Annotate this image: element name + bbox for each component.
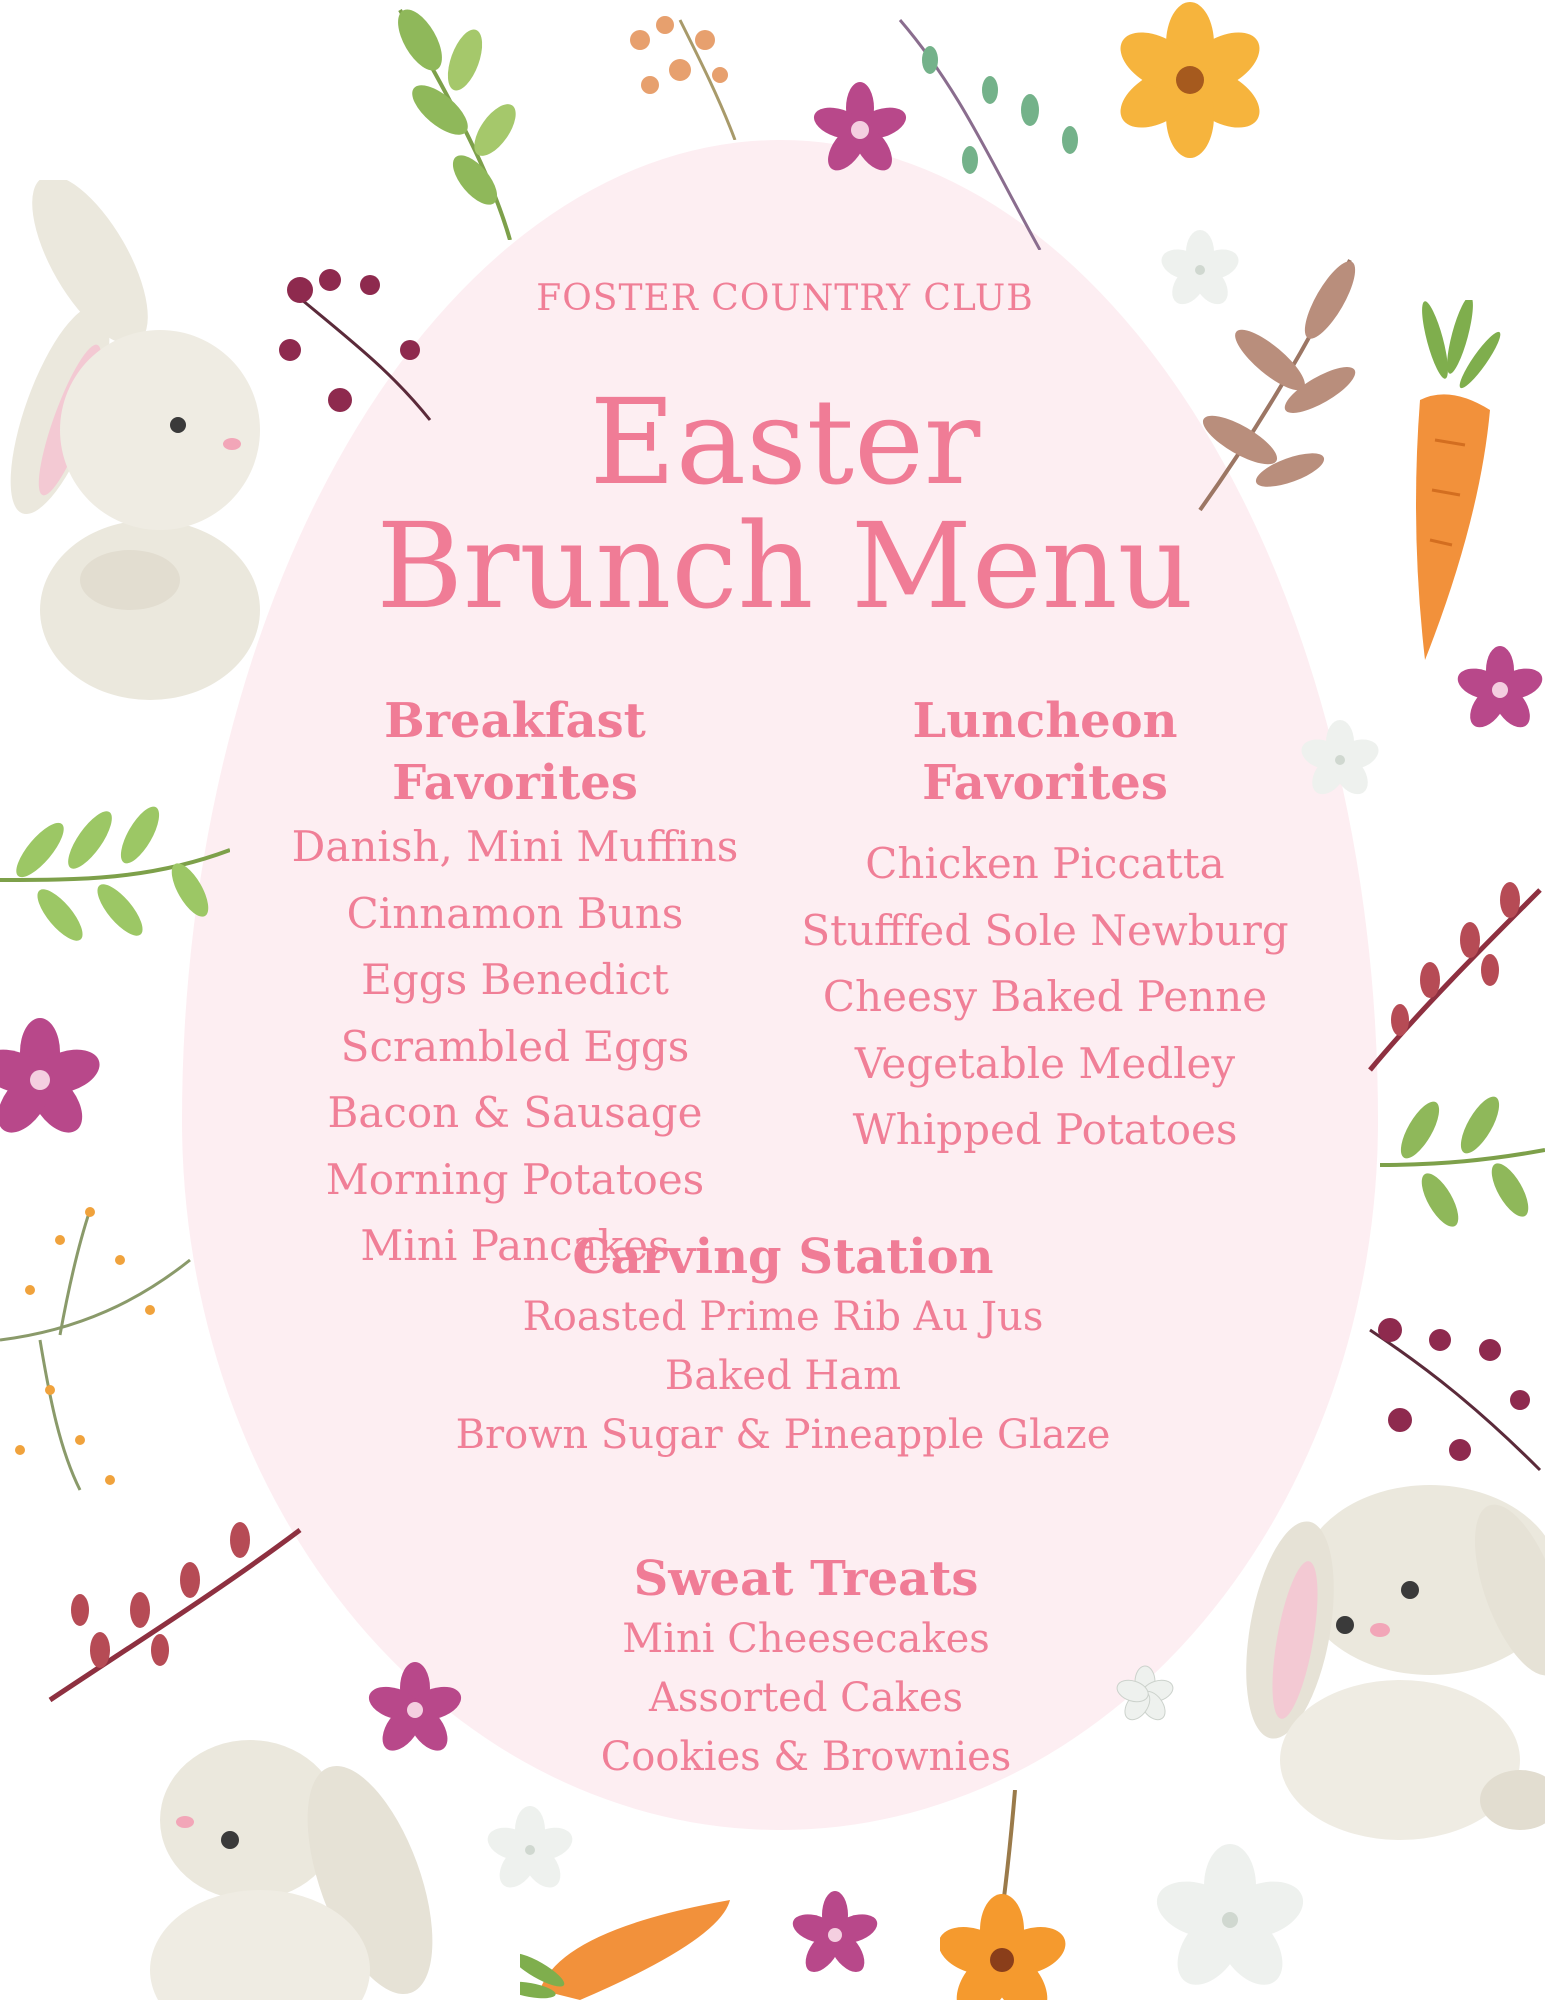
- menu-item: Assorted Cakes: [648, 1675, 964, 1721]
- menu-item: Baked Ham: [664, 1353, 902, 1399]
- menu-item: Cookies & Brownies: [600, 1734, 1012, 1780]
- menu-item: Vegetable Medley: [854, 1038, 1236, 1088]
- section-heading: Breakfast Favorites: [384, 693, 646, 811]
- menu-item: Danish, Mini Muffins: [291, 822, 739, 871]
- club-name: FOSTER COUNTRY CLUB: [536, 278, 1034, 319]
- treats-section: [36, 1548, 1545, 1787]
- menu-item: Cheesy Baked Penne: [822, 972, 1268, 1021]
- title-line: Brunch Menu: [376, 497, 1194, 635]
- menu-item: Mini Cheesecakes: [622, 1616, 990, 1662]
- menu-item: Roasted Prime Rib Au Jus: [522, 1294, 1044, 1340]
- menu-item: Bacon & Sausage: [327, 1088, 703, 1137]
- menu-item: Whipped Potatoes: [852, 1105, 1238, 1154]
- title-line: Easter: [589, 373, 981, 511]
- carving-section: [0, 1226, 1545, 1465]
- breakfast-section: [265, 690, 765, 1280]
- section-heading: Luncheon Favorites: [912, 693, 1178, 811]
- menu-item: Brown Sugar & Pineapple Glaze: [455, 1412, 1111, 1458]
- menu-item: Chicken Piccatta: [865, 839, 1225, 888]
- menu-item: Eggs Benedict: [361, 955, 669, 1004]
- menu-item: Cinnamon Buns: [346, 888, 684, 938]
- section-heading: Sweat Treats: [633, 1551, 979, 1607]
- menu-item: Mini Pancakes: [360, 1221, 670, 1270]
- section-heading: Carving Station: [572, 1229, 994, 1285]
- menu-item: Stufffed Sole Newburg: [801, 905, 1289, 955]
- menu-item: Scrambled Eggs: [340, 1021, 690, 1071]
- menu-item: Morning Potatoes: [325, 1154, 705, 1204]
- page-title: [0, 373, 1545, 635]
- luncheon-section: [790, 690, 1300, 1164]
